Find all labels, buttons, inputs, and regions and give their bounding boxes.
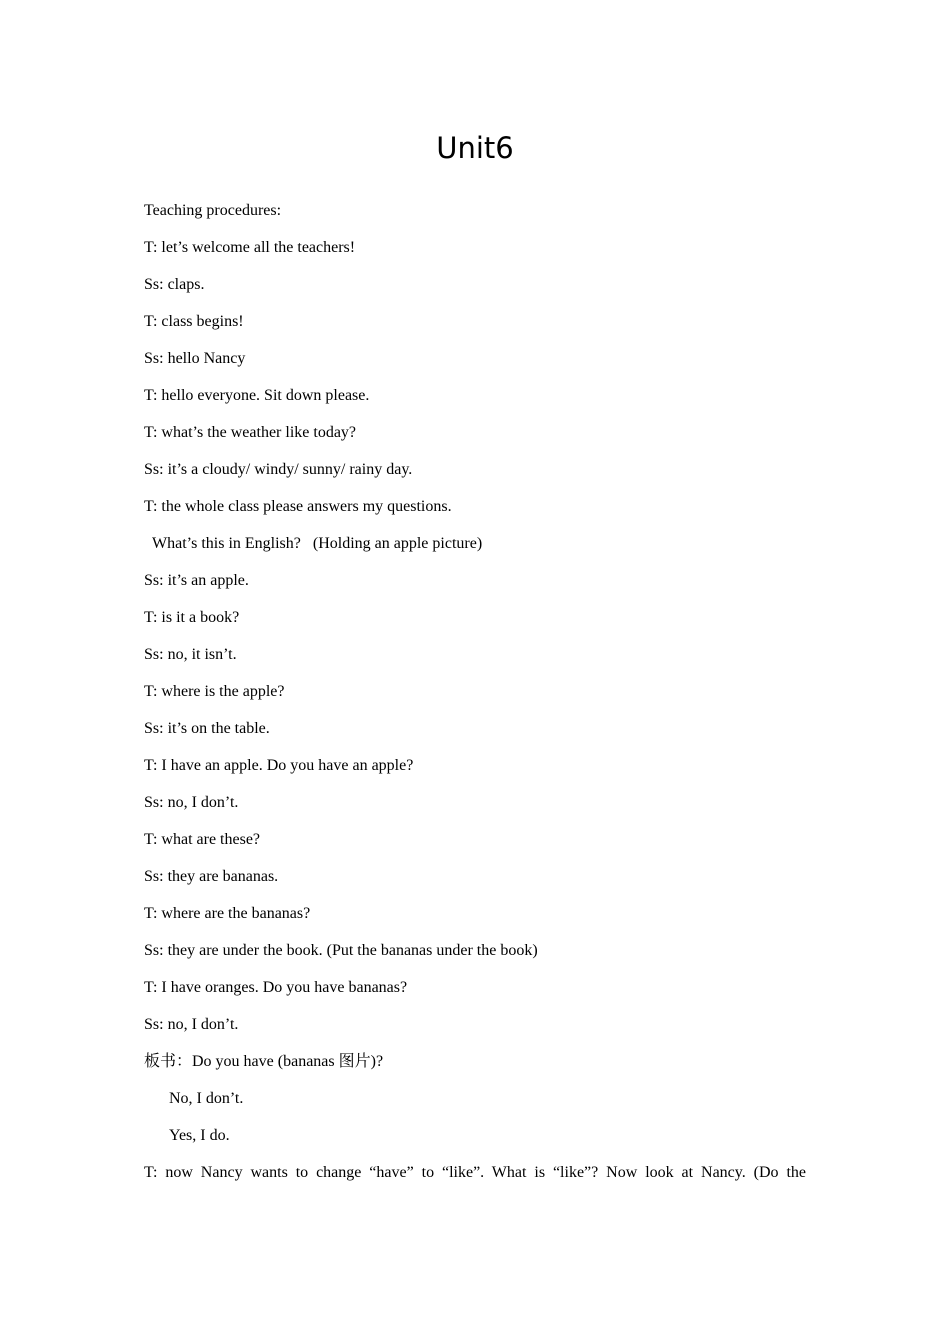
text-line: T: the whole class please answers my questions. (144, 498, 452, 515)
text-line: T: class begins! (144, 313, 244, 330)
text-line: Ss: it’s a cloudy/ windy/ sunny/ rainy day. (144, 461, 413, 478)
text-line: Ss: they are under the book. (Put the bananas under the book) (144, 942, 538, 959)
text-line: Ss: it’s on the table. (144, 720, 270, 737)
text-line: T: where are the bananas? (144, 905, 311, 922)
text-line: Ss: hello Nancy (144, 350, 246, 367)
text-line: Ss: no, I don’t. (144, 794, 239, 811)
text-line: Ss: no, I don’t. (144, 1016, 239, 1033)
text-line: Ss: claps. (144, 276, 205, 293)
text-line: T: I have an apple. Do you have an apple? (144, 757, 414, 774)
text-line: T: let’s welcome all the teachers! (144, 239, 356, 256)
text-line: T: where is the apple? (144, 683, 285, 700)
document-title: Unit6 (436, 131, 514, 165)
board-answer-line: Yes, I do. (169, 1127, 230, 1144)
text-line: T: what are these? (144, 831, 261, 848)
board-answer-line: No, I don’t. (169, 1090, 244, 1107)
text-line: T: is it a book? (144, 609, 240, 626)
text-line: T: what’s the weather like today? (144, 424, 357, 441)
text-line: T: hello everyone. Sit down please. (144, 387, 370, 404)
document-body (144, 197, 806, 1196)
text-line: Ss: it’s an apple. (144, 572, 249, 589)
text-line: T: I have oranges. Do you have bananas? (144, 979, 408, 996)
board-note-line: 板书：Do you have (bananas 图片)? (144, 1053, 384, 1070)
text-line: Teaching procedures: (144, 202, 282, 219)
text-line: Ss: no, it isn’t. (144, 646, 237, 663)
text-line: What’s this in English? (Holding an apple picture) (152, 535, 483, 552)
text-line: T: now Nancy wants to change “have” to “like”. What is “like”? Now look at Nancy. (Do the (144, 1164, 806, 1181)
text-line: Ss: they are bananas. (144, 868, 279, 885)
